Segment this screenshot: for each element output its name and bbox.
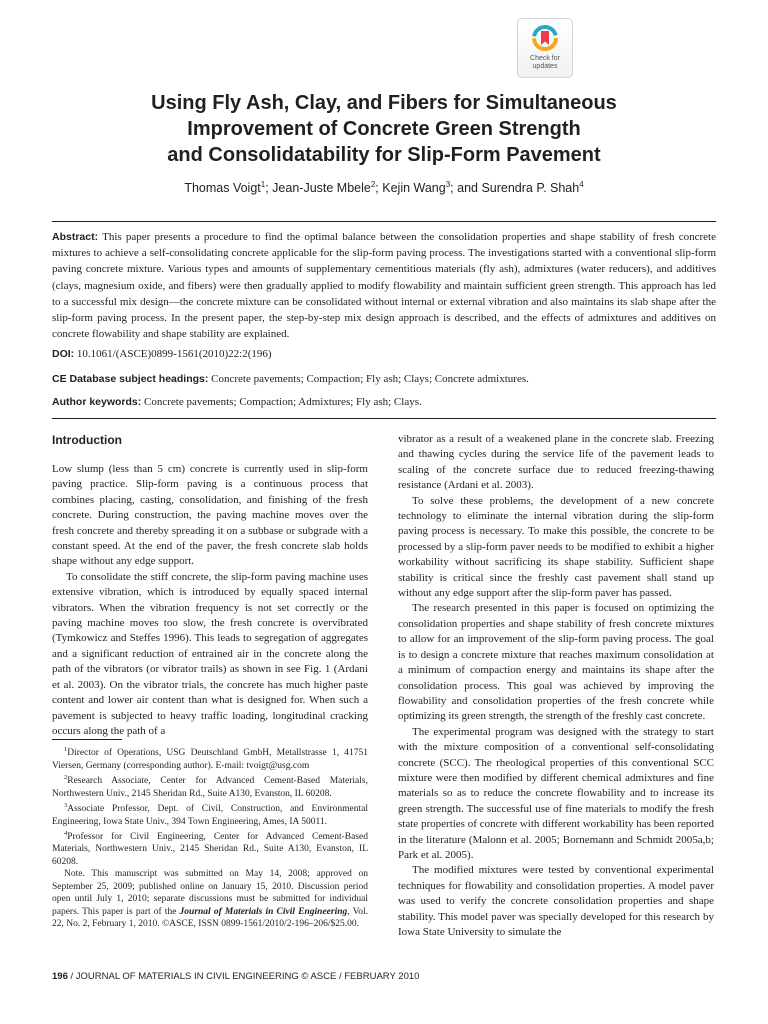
author-name: Thomas Voigt <box>184 181 261 196</box>
body-column-right <box>398 432 714 940</box>
doi-label: DOI: <box>52 348 75 360</box>
check-for-updates-icon <box>530 23 560 53</box>
author-separator: ; and <box>450 181 482 196</box>
intro-paragraph-3: vibrator as a result of a weakened plane in the concrete slab. Freezing and thawing cycles during the service life of the pavement leads to scaling of the concrete surface due to reduced freezing-thawing resistance (Ardani et al. 2003). <box>398 433 714 492</box>
paper-title <box>60 90 708 168</box>
author-name: Jean-Juste Mbele <box>272 181 371 196</box>
footnote-text: Research Associate, Center for Advanced Cement-Based Materials, Northwestern Univ., 2145 Sheridan Rd., Suite A130, Evanston, IL 60208. <box>52 776 368 799</box>
doi-value[interactable]: 10.1061/(ASCE)0899-1561(2010)22:2(196) <box>74 348 272 360</box>
keywords-label: Author keywords: <box>52 396 142 408</box>
intro-paragraph-4: To solve these problems, the development of a new concrete technology to eliminate the internal vibration during the slip-form paving process is necessary. To make this possible, the concrete to be processed by a slip-form paver needs to be modified to exhibit a higher workability without sacrificing its shape stability. Sufficient shape stability is critical since the freshly cast pavement shall stand up without any edge support after the slip-form paver has passed. <box>398 494 714 600</box>
author-affiliation-mark: 2 <box>370 180 376 189</box>
intro-paragraph-7: The modified mixtures were tested by conventional experimental techniques for flowability and consolidation properties. A model paver was used to verify the concrete consolidation properties and shape stability. This model paver was specially developed for this research by Iowa State University to simulate the <box>398 864 714 938</box>
title-line-1: Using Fly Ash, Clay, and Fibers for Simultaneous <box>151 92 617 114</box>
author-list <box>60 180 708 195</box>
footnote-text: Professor for Civil Engineering, Center for Advanced Cement-Based Materials, Northwestern Univ., 2145 Sheridan Rd., Suite A130, Evanston, IL 60208. <box>52 832 368 867</box>
footnote-3 <box>52 800 368 828</box>
ce-subject-headings <box>52 372 716 387</box>
footnote-mark: 2 <box>64 773 68 781</box>
header-divider <box>52 221 716 222</box>
intro-paragraph-1: Low slump (less than 5 cm) concrete is currently used in slip-form paving practice. Slip-form paving is a continuous process that combines placing, casting, consolidation, and finishing of the fresh concrete. During construction, the paving machine moves over the fresh concrete and thereby spreading it on a subbase or subgrade with a constant speed. At the end of the paver, the fresh concrete slab holds shape without any edge support. <box>52 463 368 568</box>
footer-journal-line: / JOURNAL OF MATERIALS IN CIVIL ENGINEERING © ASCE / FEBRUARY 2010 <box>67 971 420 982</box>
author-affiliation-mark: 4 <box>579 180 584 189</box>
footnote-mark: 1 <box>64 746 68 753</box>
keywords-value: Concrete pavements; Compaction; Admixtures; Fly ash; Clays. <box>141 396 422 408</box>
footnote-text: Associate Professor, Dept. of Civil, Construction, and Environmental Engineering, Iowa State Univ., 394 Town Engineering, Ames, IA 50011. <box>52 804 368 827</box>
manuscript-note <box>52 868 368 930</box>
author-name: Kejin Wang <box>382 181 446 196</box>
badge-label <box>518 55 572 71</box>
footnote-mark: 4 <box>64 829 68 837</box>
body-column-left <box>52 432 368 739</box>
footnote-divider <box>52 739 122 740</box>
doi-line <box>52 347 716 362</box>
footnote-2 <box>52 772 368 800</box>
badge-line-2: updates <box>532 63 558 70</box>
abstract-label: Abstract: <box>52 231 99 243</box>
abstract-text: This paper presents a procedure to find the optimal balance between the consolidation properties and shape stability of fresh concrete mixtures to achieve a self-consolidating concrete applicable for the slip-form paving process. The investigations started with a conventional slip-form paving concrete mixture. Various types and amounts of supplementary cementitious materials (fly ash), admixtures (water reducers), and additives (clays, magnesium oxide, and fibers) were then gradually applied to modify flowability and maintain sufficient green strength. This approach has led to a successful mix design—the concrete mixture can be consolidated without internal or external vibration and also maintains its slab shape after the slip-form paving process. In the present paper, the step-by-step mix design approach is described, and the effects of admixtures and additives on concrete flowability and shape stability are explained. <box>52 231 716 341</box>
note-text-b: , Vol. 22, No. 2, February 1, 2010. ©ASCE, ISSN 0899-1561/2010/2-196–206/$25.00. <box>52 906 368 929</box>
author-name: Surendra P. Shah <box>481 181 580 196</box>
ce-headings-label: CE Database subject headings: <box>52 373 209 385</box>
page-number: 196 <box>52 971 68 982</box>
author-separator: ; <box>375 181 383 196</box>
page-footer <box>52 971 716 982</box>
check-for-updates-badge[interactable] <box>517 18 573 78</box>
intro-paragraph-2: To consolidate the stiff concrete, the slip-form paving machine uses extensive vibration, which is introduced by equally spaced internal vibrators. When the vibration frequency is not set correctly or the paving machine moves too slow, the fresh concrete is overvibrated (Tymkowicz and Steffes 1996). This leads to segregation of aggregates and a significant reduction of entrained air in the concrete along the path of the vibrators (or vibrator trails) as shown in see Fig. 1 (Ardani et al. 2003). On the vibrator trials, the concrete has much higher paste content and lower air content than what is designed for. When such a pavement is subjected to heavy traffic loading, longitudinal cracking occurs along the path of a <box>52 570 368 737</box>
author-affiliation-mark: 3 <box>445 180 451 189</box>
abstract-divider <box>52 418 716 419</box>
footnote-4 <box>52 828 368 868</box>
section-heading-introduction: Introduction <box>52 433 122 447</box>
footnote-text: Director of Operations, USG Deutschland GmbH, Metallstrasse 1, 41751 Viersen, Germany (corresponding author). E-mail: tvoigt@usg.com <box>52 748 368 771</box>
author-keywords <box>52 395 716 410</box>
footnotes <box>52 744 368 930</box>
footnote-1 <box>52 744 368 772</box>
author-affiliation-mark: 1 <box>260 180 266 189</box>
title-line-3: and Consolidatability for Slip-Form Pavement <box>167 144 601 166</box>
abstract <box>52 229 716 342</box>
title-line-2: Improvement of Concrete Green Strength <box>187 118 581 140</box>
intro-paragraph-5: The research presented in this paper is focused on optimizing the consolidation properties and shape stability of fresh concrete mixtures to allow for an improvement of the slip-form paving process. The goal is to design a concrete mixture that reaches maximum consolidation at a minimum of compaction energy and maintains its shape after the consolidation process. This goal was achieved by improving the flowability and consolidation properties of the fresh concrete while optimizing its green strength, the strength of the freshly cast concrete. <box>398 602 714 723</box>
badge-line-1: Check for <box>530 55 560 62</box>
author-separator: ; <box>265 181 273 196</box>
ce-headings-value: Concrete pavements; Compaction; Fly ash; Clays; Concrete admixtures. <box>208 373 529 385</box>
note-text-a: Note. This manuscript was submitted on May 14, 2008; approved on September 25, 2009; published online on January 15, 2010. Discussion period open until July 1, 2010; separate discussions must be submitted for individual papers. This paper is part of the <box>52 869 368 917</box>
intro-paragraph-6: The experimental program was designed with the strategy to start with the mixture composition of a conventional self-consolidating concrete (SCC). The rheological properties of this conventional SCC mixture were then modified by different chemical admixtures and fine materials so as to reduce the concrete flowability and to increase its green strength. The successful use of fine materials to modify the fresh state properties of concrete with different workability has been reported in the literature (Malonn et al. 2005; Bornemann and Schmidt 2005a,b; Park et al. 2005). <box>398 725 714 861</box>
note-journal-name: Journal of Materials in Civil Engineering <box>179 906 348 917</box>
footnote-mark: 3 <box>64 801 68 809</box>
